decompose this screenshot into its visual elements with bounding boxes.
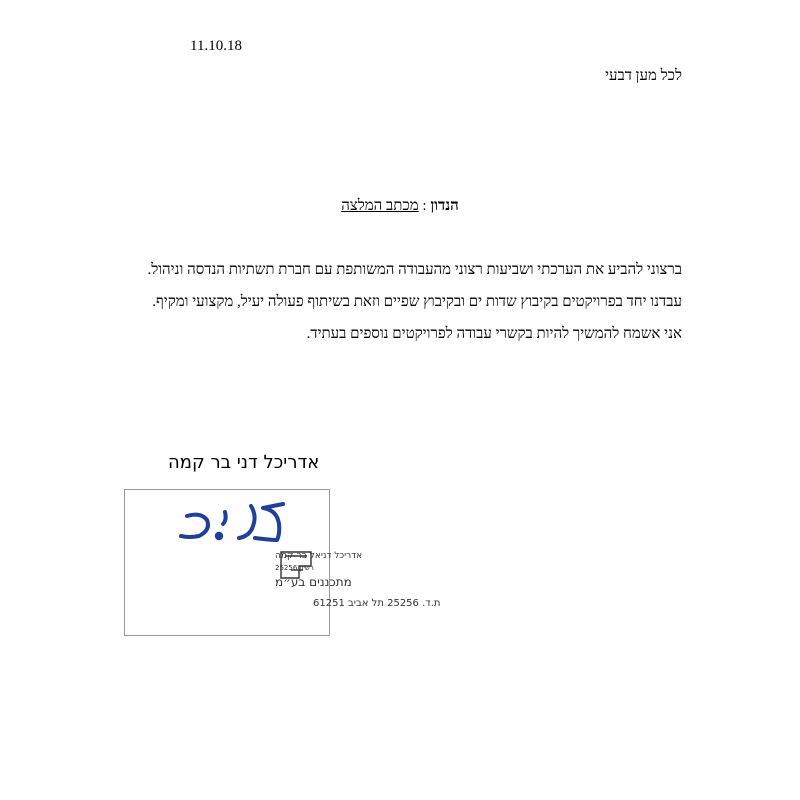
addressee: לכל מען דבעי	[605, 68, 682, 84]
body-line-1: ברצוני להביע את הערכתי ושביעות רצוני מהעבודה המשותפת עם חברת תשתיות הנדסה וניהול.	[147, 262, 682, 278]
handwritten-signature	[181, 504, 283, 540]
stamp-line-2: רשיון 25256	[275, 564, 314, 572]
stamp-line-4: ת.ד. 25256 תל אביב 61251	[313, 598, 441, 609]
stamp-line-1: אדריכל דניאל בר-קמה	[275, 551, 363, 561]
signatory-name: אדריכל דני בר קמה	[168, 452, 320, 473]
letter-date: 11.10.18	[190, 38, 242, 54]
subject-line	[0, 198, 800, 215]
company-stamp	[124, 489, 441, 636]
subject-separator: :	[422, 198, 427, 214]
body-line-2: עבדנו יחד בפרויקטים בקיבוץ שדות ים ובקיבוץ שפיים וזאת בשיתוף פעולה יעיל, מקצועי ומקיף.	[152, 294, 682, 310]
stamp-line-3: מתכננים בע״מ	[275, 575, 352, 589]
subject-label: הנדון	[430, 198, 459, 214]
stamp-graphic	[125, 490, 441, 635]
body-line-3: אני אשמח להמשיך להיות בקשרי עבודה לפרויקטים נוספים בעתיד.	[306, 326, 682, 342]
subject-title: מכתב המלצה	[341, 198, 419, 214]
